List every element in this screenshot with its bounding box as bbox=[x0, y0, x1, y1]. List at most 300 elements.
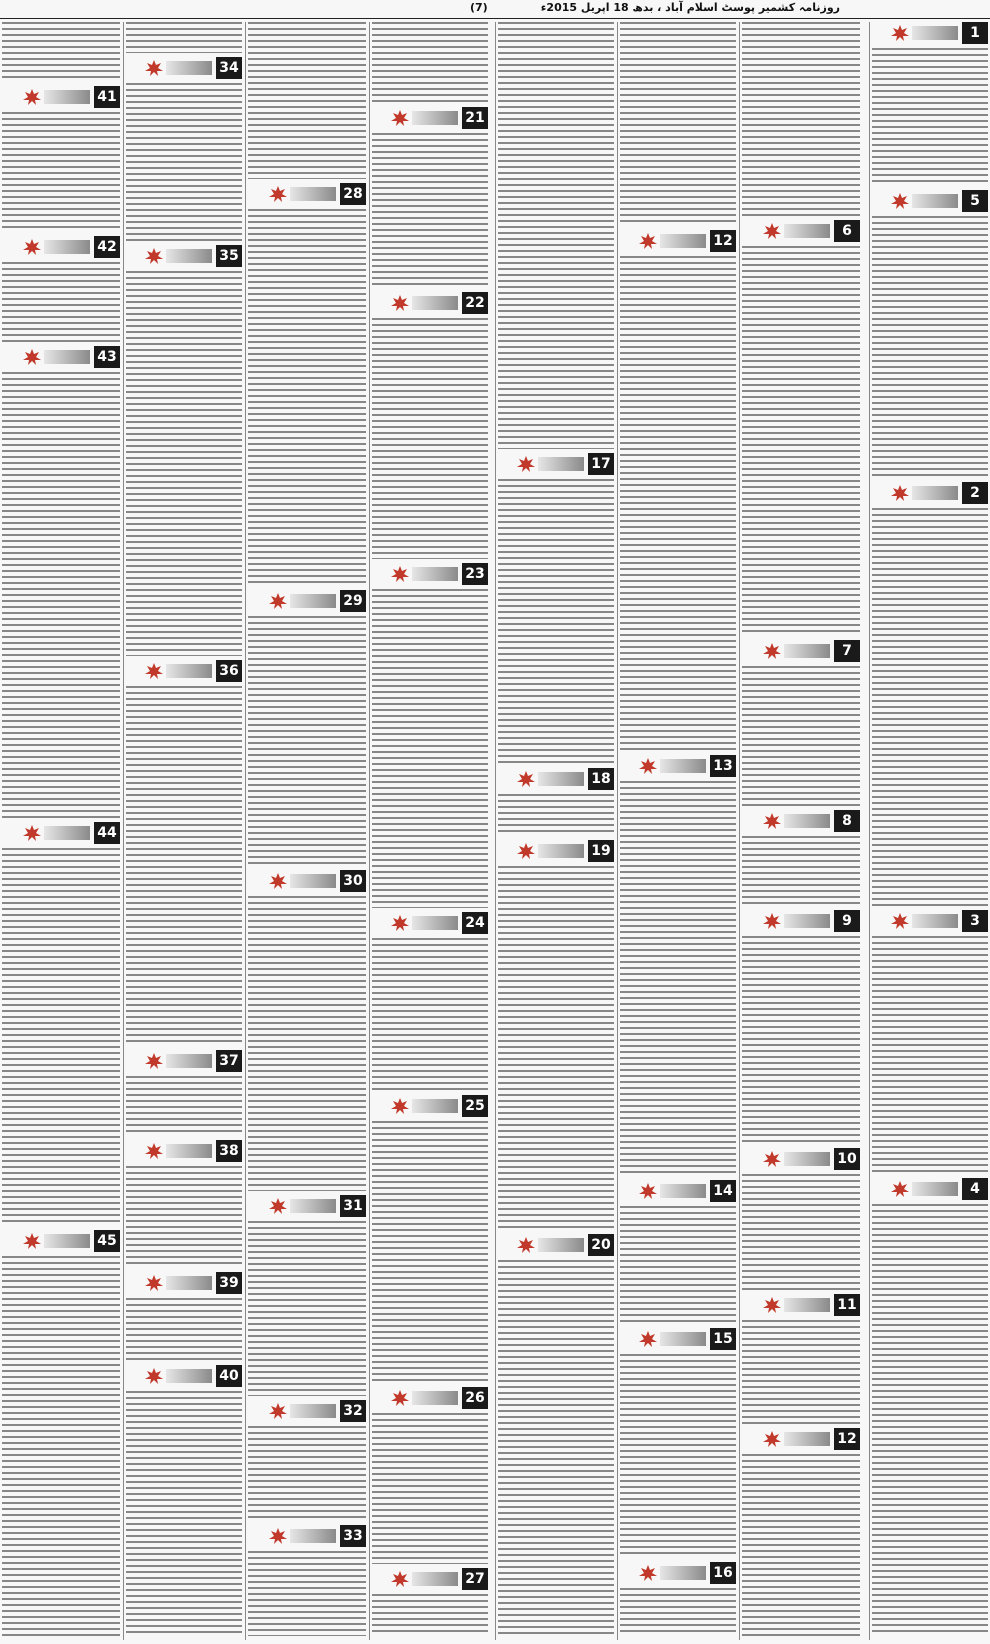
leaf-icon bbox=[390, 565, 410, 583]
news-item bbox=[2, 236, 120, 342]
news-item-text bbox=[126, 1076, 242, 1136]
news-item-text bbox=[872, 508, 988, 906]
news-item-number: 30 bbox=[340, 870, 366, 892]
news-item-number: 18 bbox=[588, 768, 614, 790]
news-item bbox=[872, 1178, 988, 1636]
article-continuation bbox=[248, 22, 366, 179]
header-bar bbox=[784, 1298, 830, 1312]
leaf-icon bbox=[390, 294, 410, 312]
header-bar bbox=[290, 1404, 336, 1418]
news-item-number: 39 bbox=[216, 1272, 242, 1294]
news-item bbox=[742, 640, 860, 806]
news-item bbox=[498, 840, 614, 1230]
news-item-text bbox=[126, 271, 242, 656]
news-item-header bbox=[372, 1387, 488, 1409]
news-item-number: 23 bbox=[462, 563, 488, 585]
column-3 bbox=[620, 22, 736, 1640]
leaf-icon bbox=[144, 247, 164, 265]
news-item-number: 40 bbox=[216, 1365, 242, 1387]
leaf-icon bbox=[890, 1180, 910, 1198]
news-item-header bbox=[498, 1234, 614, 1256]
news-item bbox=[126, 660, 242, 1046]
leaf-icon bbox=[22, 238, 42, 256]
news-item-text bbox=[372, 1121, 488, 1383]
column-rule bbox=[617, 22, 618, 1640]
leaf-icon bbox=[144, 1274, 164, 1292]
news-item-number: 16 bbox=[710, 1562, 736, 1584]
news-item-header bbox=[2, 86, 120, 108]
news-item-header bbox=[620, 1180, 736, 1202]
news-item-text bbox=[742, 1174, 860, 1290]
leaf-icon bbox=[390, 1389, 410, 1407]
news-item-number: 17 bbox=[588, 453, 614, 475]
news-item bbox=[2, 86, 120, 232]
news-item-number: 28 bbox=[340, 183, 366, 205]
leaf-icon bbox=[890, 24, 910, 42]
news-item-header bbox=[372, 1095, 488, 1117]
news-item-text bbox=[498, 1260, 614, 1636]
news-item-text bbox=[126, 22, 242, 53]
column-4 bbox=[498, 22, 614, 1640]
news-item bbox=[742, 910, 860, 1144]
news-item-text bbox=[372, 22, 488, 103]
news-item-number: 20 bbox=[588, 1234, 614, 1256]
news-item bbox=[372, 1568, 488, 1636]
news-item-text bbox=[126, 1298, 242, 1361]
leaf-icon bbox=[268, 185, 288, 203]
news-item-header bbox=[126, 245, 242, 267]
news-item-text bbox=[872, 936, 988, 1174]
news-item-number: 1 bbox=[962, 22, 988, 44]
leaf-icon bbox=[144, 662, 164, 680]
news-item-text bbox=[126, 686, 242, 1046]
news-item-header bbox=[248, 590, 366, 612]
news-item-header bbox=[248, 183, 366, 205]
leaf-icon bbox=[390, 1570, 410, 1588]
news-item bbox=[372, 563, 488, 908]
news-item-header bbox=[126, 1365, 242, 1387]
news-item bbox=[248, 1195, 366, 1396]
news-item-text bbox=[872, 48, 988, 186]
news-item-text bbox=[620, 781, 736, 1176]
news-item bbox=[620, 1180, 736, 1324]
news-item-header bbox=[620, 755, 736, 777]
header-bar bbox=[412, 1391, 458, 1405]
header-bar bbox=[290, 594, 336, 608]
header-bar bbox=[166, 1276, 212, 1290]
leaf-icon bbox=[390, 914, 410, 932]
news-item bbox=[126, 1272, 242, 1361]
news-item-number: 38 bbox=[216, 1140, 242, 1162]
leaf-icon bbox=[638, 1330, 658, 1348]
news-item-number: 5 bbox=[962, 190, 988, 212]
news-item-text bbox=[126, 83, 242, 241]
news-item bbox=[742, 220, 860, 636]
news-item-header bbox=[872, 482, 988, 504]
leaf-icon bbox=[762, 222, 782, 240]
news-item-header bbox=[248, 870, 366, 892]
news-item-text bbox=[620, 1206, 736, 1324]
header-bar bbox=[784, 1152, 830, 1166]
column-rule bbox=[739, 22, 740, 1640]
news-item-header bbox=[126, 1050, 242, 1072]
article-continuation bbox=[620, 22, 736, 226]
news-item-text bbox=[498, 22, 614, 449]
leaf-icon bbox=[516, 842, 536, 860]
column-rule bbox=[245, 22, 246, 1640]
leaf-icon bbox=[762, 812, 782, 830]
news-item-text bbox=[498, 479, 614, 764]
header-bar bbox=[166, 61, 212, 75]
header-bar bbox=[166, 1369, 212, 1383]
news-item-number: 3 bbox=[962, 910, 988, 932]
news-item-text bbox=[620, 1354, 736, 1558]
news-item-header bbox=[126, 660, 242, 682]
news-item-text bbox=[498, 866, 614, 1230]
column-1 bbox=[872, 22, 988, 1640]
leaf-icon bbox=[638, 1564, 658, 1582]
news-item-text bbox=[742, 22, 860, 216]
news-item bbox=[872, 482, 988, 906]
header-bar bbox=[784, 224, 830, 238]
news-item bbox=[372, 912, 488, 1091]
leaf-icon bbox=[890, 192, 910, 210]
news-item-number: 12 bbox=[834, 1428, 860, 1450]
header-bar bbox=[660, 234, 706, 248]
news-item-number: 9 bbox=[834, 910, 860, 932]
header-bar bbox=[44, 1234, 90, 1248]
news-item-header bbox=[372, 1568, 488, 1590]
header-bar bbox=[166, 1144, 212, 1158]
leaf-icon bbox=[890, 912, 910, 930]
news-item bbox=[872, 22, 988, 186]
news-item-text bbox=[620, 256, 736, 751]
news-item-header bbox=[2, 346, 120, 368]
news-item-text bbox=[372, 589, 488, 908]
news-item-number: 45 bbox=[94, 1230, 120, 1252]
leaf-icon bbox=[516, 770, 536, 788]
header-bar bbox=[660, 1566, 706, 1580]
masthead: روزنامہ کشمیر پوسٹ اسلام آباد ، بدھ 18 اپریل 2015ء bbox=[540, 1, 840, 14]
header-bar bbox=[784, 644, 830, 658]
news-item-text bbox=[372, 1594, 488, 1636]
news-item-text bbox=[372, 133, 488, 288]
news-item bbox=[248, 870, 366, 1191]
column-5 bbox=[372, 22, 488, 1640]
header-bar bbox=[412, 111, 458, 125]
page-header bbox=[0, 0, 990, 19]
news-item-header bbox=[742, 910, 860, 932]
header-bar bbox=[538, 1238, 584, 1252]
news-item bbox=[126, 245, 242, 656]
news-item-number: 33 bbox=[340, 1525, 366, 1547]
header-bar bbox=[290, 1199, 336, 1213]
leaf-icon bbox=[762, 912, 782, 930]
news-item-header bbox=[872, 1178, 988, 1200]
article-continuation bbox=[742, 22, 860, 216]
news-item-text bbox=[372, 318, 488, 559]
news-item-text bbox=[248, 1426, 366, 1521]
news-item-number: 12 bbox=[710, 230, 736, 252]
news-item-header bbox=[498, 453, 614, 475]
news-item-text bbox=[248, 616, 366, 866]
news-item bbox=[498, 1234, 614, 1636]
column-6 bbox=[248, 22, 366, 1640]
news-item-text bbox=[742, 1320, 860, 1424]
news-item-header bbox=[742, 1148, 860, 1170]
news-item-text bbox=[2, 262, 120, 342]
header-bar bbox=[660, 759, 706, 773]
news-item bbox=[742, 1148, 860, 1290]
news-item-number: 35 bbox=[216, 245, 242, 267]
news-item-header bbox=[372, 563, 488, 585]
news-item-text bbox=[372, 938, 488, 1091]
news-item-header bbox=[2, 822, 120, 844]
header-bar bbox=[412, 567, 458, 581]
header-bar bbox=[166, 664, 212, 678]
news-item-header bbox=[2, 236, 120, 258]
header-bar bbox=[412, 296, 458, 310]
leaf-icon bbox=[762, 1430, 782, 1448]
news-item-header bbox=[742, 220, 860, 242]
article-continuation bbox=[498, 22, 614, 449]
news-item-text bbox=[742, 836, 860, 906]
leaf-icon bbox=[22, 1232, 42, 1250]
news-item-number: 31 bbox=[340, 1195, 366, 1217]
news-item-header bbox=[742, 640, 860, 662]
news-item-text bbox=[248, 209, 366, 586]
news-item-number: 41 bbox=[94, 86, 120, 108]
news-item-number: 44 bbox=[94, 822, 120, 844]
news-item-text bbox=[742, 936, 860, 1144]
header-bar bbox=[912, 1182, 958, 1196]
header-bar bbox=[290, 1529, 336, 1543]
news-item bbox=[372, 107, 488, 288]
news-item-number: 36 bbox=[216, 660, 242, 682]
news-item-text bbox=[372, 1413, 488, 1564]
leaf-icon bbox=[762, 1296, 782, 1314]
header-bar bbox=[412, 916, 458, 930]
header-bar bbox=[412, 1572, 458, 1586]
news-item-header bbox=[372, 107, 488, 129]
header-bar bbox=[538, 772, 584, 786]
leaf-icon bbox=[268, 1402, 288, 1420]
header-bar bbox=[44, 90, 90, 104]
news-item-text bbox=[126, 1166, 242, 1268]
news-item bbox=[620, 1562, 736, 1636]
news-item-number: 19 bbox=[588, 840, 614, 862]
article-continuation bbox=[372, 22, 488, 103]
header-bar bbox=[912, 486, 958, 500]
news-item bbox=[620, 1328, 736, 1558]
header-bar bbox=[166, 1054, 212, 1068]
page-number: (7) bbox=[470, 1, 488, 14]
news-item bbox=[126, 1365, 242, 1636]
leaf-icon bbox=[268, 872, 288, 890]
news-item-number: 22 bbox=[462, 292, 488, 314]
news-item-text bbox=[2, 22, 120, 82]
news-item bbox=[498, 768, 614, 836]
header-bar bbox=[44, 240, 90, 254]
news-item-number: 15 bbox=[710, 1328, 736, 1350]
news-item-text bbox=[742, 246, 860, 636]
news-item-text bbox=[248, 1221, 366, 1396]
header-bar bbox=[660, 1184, 706, 1198]
news-item bbox=[498, 453, 614, 764]
news-item-text bbox=[498, 794, 614, 836]
news-item-text bbox=[248, 1551, 366, 1636]
header-bar bbox=[538, 844, 584, 858]
header-bar bbox=[538, 457, 584, 471]
news-item-number: 14 bbox=[710, 1180, 736, 1202]
header-bar bbox=[166, 249, 212, 263]
news-item bbox=[372, 1387, 488, 1564]
news-item-header bbox=[742, 1294, 860, 1316]
news-item-header bbox=[372, 912, 488, 934]
leaf-icon bbox=[516, 1236, 536, 1254]
column-2 bbox=[742, 22, 860, 1640]
column-8 bbox=[2, 22, 120, 1640]
news-item-header bbox=[620, 230, 736, 252]
news-item-number: 34 bbox=[216, 57, 242, 79]
news-item-number: 2 bbox=[962, 482, 988, 504]
article-continuation bbox=[2, 22, 120, 82]
news-item-number: 43 bbox=[94, 346, 120, 368]
header-bar bbox=[912, 194, 958, 208]
news-item bbox=[872, 190, 988, 478]
header-bar bbox=[912, 26, 958, 40]
news-item-number: 4 bbox=[962, 1178, 988, 1200]
header-bar bbox=[44, 350, 90, 364]
leaf-icon bbox=[144, 1367, 164, 1385]
news-item-number: 8 bbox=[834, 810, 860, 832]
leaf-icon bbox=[390, 1097, 410, 1115]
news-item-text bbox=[742, 666, 860, 806]
news-item bbox=[126, 57, 242, 241]
news-item-header bbox=[248, 1400, 366, 1422]
news-item-header bbox=[2, 1230, 120, 1252]
header-bar bbox=[44, 826, 90, 840]
news-item-header bbox=[498, 768, 614, 790]
news-item-number: 29 bbox=[340, 590, 366, 612]
news-item-header bbox=[248, 1525, 366, 1547]
leaf-icon bbox=[144, 1142, 164, 1160]
leaf-icon bbox=[268, 1197, 288, 1215]
news-item-header bbox=[872, 22, 988, 44]
news-item bbox=[2, 1230, 120, 1636]
header-bar bbox=[784, 814, 830, 828]
news-item-text bbox=[248, 896, 366, 1191]
news-item-number: 32 bbox=[340, 1400, 366, 1422]
header-bar bbox=[912, 914, 958, 928]
news-item-text bbox=[2, 372, 120, 818]
news-item-text bbox=[248, 22, 366, 179]
leaf-icon bbox=[638, 1182, 658, 1200]
news-item-number: 25 bbox=[462, 1095, 488, 1117]
news-item-header bbox=[742, 810, 860, 832]
news-item bbox=[2, 822, 120, 1226]
header-bar bbox=[290, 187, 336, 201]
news-item bbox=[872, 910, 988, 1174]
news-item-text bbox=[872, 1204, 988, 1636]
news-item-header bbox=[620, 1562, 736, 1584]
leaf-icon bbox=[762, 642, 782, 660]
leaf-icon bbox=[144, 1052, 164, 1070]
news-item-header bbox=[248, 1195, 366, 1217]
header-bar bbox=[290, 874, 336, 888]
news-item bbox=[742, 1428, 860, 1636]
leaf-icon bbox=[516, 455, 536, 473]
news-item-text bbox=[2, 1256, 120, 1636]
column-rule bbox=[869, 22, 870, 1640]
leaf-icon bbox=[762, 1150, 782, 1168]
news-item-header bbox=[620, 1328, 736, 1350]
news-item-number: 21 bbox=[462, 107, 488, 129]
header-bar bbox=[412, 1099, 458, 1113]
news-item-number: 10 bbox=[834, 1148, 860, 1170]
news-item-text bbox=[620, 22, 736, 226]
leaf-icon bbox=[268, 1527, 288, 1545]
article-continuation bbox=[126, 22, 242, 53]
news-item-header bbox=[872, 190, 988, 212]
news-item bbox=[742, 1294, 860, 1424]
column-rule bbox=[123, 22, 124, 1640]
leaf-icon bbox=[390, 109, 410, 127]
news-item-text bbox=[2, 112, 120, 232]
news-item-number: 13 bbox=[710, 755, 736, 777]
leaf-icon bbox=[890, 484, 910, 502]
news-item-header bbox=[126, 1140, 242, 1162]
news-item-header bbox=[372, 292, 488, 314]
news-item-text bbox=[2, 848, 120, 1226]
news-item-number: 7 bbox=[834, 640, 860, 662]
column-7 bbox=[126, 22, 242, 1640]
header-bar bbox=[784, 1432, 830, 1446]
news-item-header bbox=[126, 57, 242, 79]
news-item-number: 11 bbox=[834, 1294, 860, 1316]
news-item-header bbox=[872, 910, 988, 932]
news-item bbox=[2, 346, 120, 818]
news-item-header bbox=[742, 1428, 860, 1450]
header-bar bbox=[660, 1332, 706, 1346]
leaf-icon bbox=[144, 59, 164, 77]
news-item bbox=[126, 1140, 242, 1268]
news-item-number: 24 bbox=[462, 912, 488, 934]
news-item bbox=[248, 590, 366, 866]
news-item bbox=[126, 1050, 242, 1136]
news-item-number: 37 bbox=[216, 1050, 242, 1072]
news-item-number: 42 bbox=[94, 236, 120, 258]
leaf-icon bbox=[22, 824, 42, 842]
leaf-icon bbox=[638, 232, 658, 250]
news-item bbox=[620, 230, 736, 751]
column-rule bbox=[495, 22, 496, 1640]
header-bar bbox=[784, 914, 830, 928]
news-item bbox=[372, 1095, 488, 1383]
news-item-text bbox=[126, 1391, 242, 1636]
news-item-number: 27 bbox=[462, 1568, 488, 1590]
news-item-header bbox=[498, 840, 614, 862]
news-item-number: 6 bbox=[834, 220, 860, 242]
news-item bbox=[248, 1525, 366, 1636]
news-item bbox=[248, 183, 366, 586]
news-item-header bbox=[126, 1272, 242, 1294]
leaf-icon bbox=[22, 348, 42, 366]
news-item-text bbox=[872, 216, 988, 478]
news-item bbox=[372, 292, 488, 559]
news-item-text bbox=[620, 1588, 736, 1636]
news-item bbox=[620, 755, 736, 1176]
